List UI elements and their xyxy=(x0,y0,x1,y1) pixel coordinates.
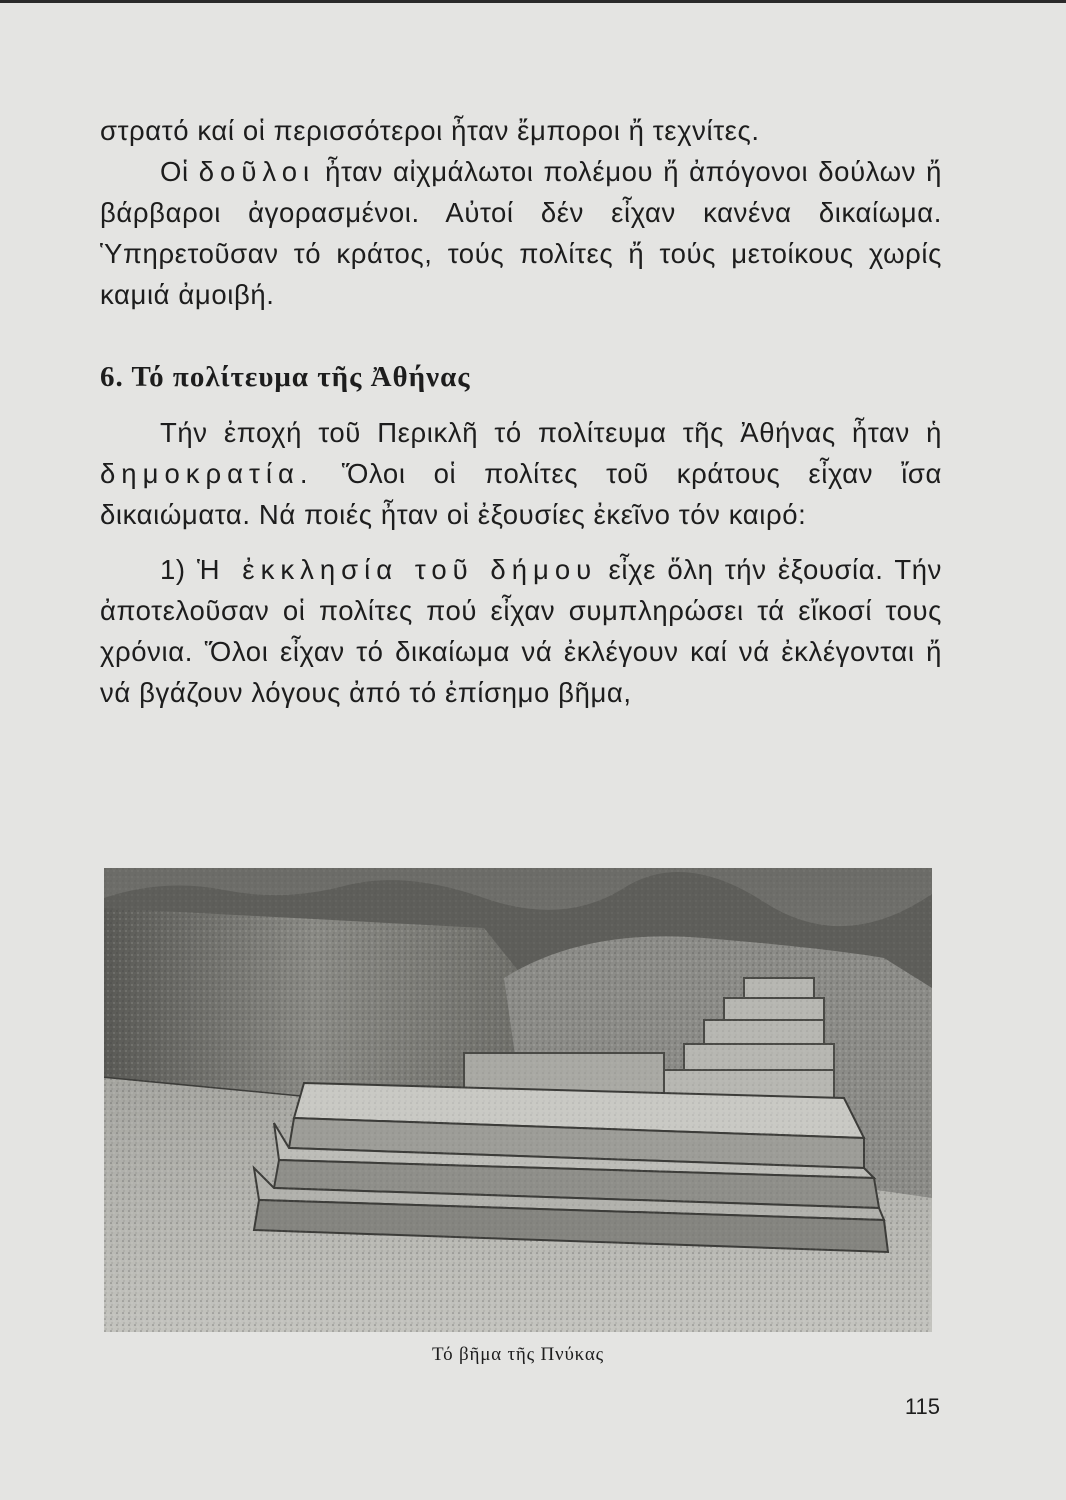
paragraph xyxy=(100,549,942,713)
paragraph xyxy=(100,412,942,535)
top-edge-rule xyxy=(0,0,1066,3)
spaced-term: δοῦλοι xyxy=(198,156,316,187)
page-number: 115 xyxy=(904,1394,940,1419)
figure-caption: Τό βῆμα τῆς Πνύκας xyxy=(432,1344,604,1365)
text-run: Τήν ἐποχή τοῦ Περικλῆ τό πολίτευμα τῆς Ἀθήνας ἦταν ἡ xyxy=(160,417,942,448)
text-run: εἶχε ὅλη τήν ἐξουσία. Τήν ἀποτελοῦσαν οἱ πολίτες πού εἶχαν συμπληρώσει τά εἴκοσί τους χρόνια. Ὅλοι εἶχαν τό δικαίωμα νά ἐκλέγουν καί νά ἐκλέγονται ἤ νά βγάζουν λόγους ἀπό τό ἐπίσημο βῆμα, xyxy=(100,554,942,708)
body-text xyxy=(100,110,942,713)
text-run: Ὅλοι οἱ πολίτες τοῦ κράτους εἶχαν ἴσα δικαιώματα. Νά ποιές ἦταν οἱ ἐξουσίες ἐκεῖνο τόν καιρό: xyxy=(100,458,942,530)
text-run: Οἱ xyxy=(160,156,189,187)
pnyx-bema-illustration xyxy=(104,868,932,1332)
spaced-term: Ἡ ἐκκλησία τοῦ δήμου xyxy=(197,554,598,585)
paragraph: στρατό καί οἱ περισσότεροι ἦταν ἔμποροι ἤ τεχνίτες. xyxy=(100,115,760,146)
pnyx-photo xyxy=(104,868,932,1332)
section-heading: 6. Τό πολίτευμα τῆς Ἀθήνας xyxy=(100,361,471,393)
paragraph xyxy=(100,151,942,315)
spaced-term: δημοκρατία. xyxy=(100,458,314,489)
text-run: 1) xyxy=(160,554,186,585)
text-run: ἦταν αἰχμάλωτοι πολέμου ἤ ἀπόγονοι δούλων ἤ βάρβαροι ἀγορασμένοι. Αὐτοί δέν εἶχαν κανένα δικαίωμα. Ὑπηρετοῦσαν τό κράτος, τούς πολίτες ἤ τούς μετοίκους χωρίς καμιά ἀμοιβή. xyxy=(100,156,942,310)
